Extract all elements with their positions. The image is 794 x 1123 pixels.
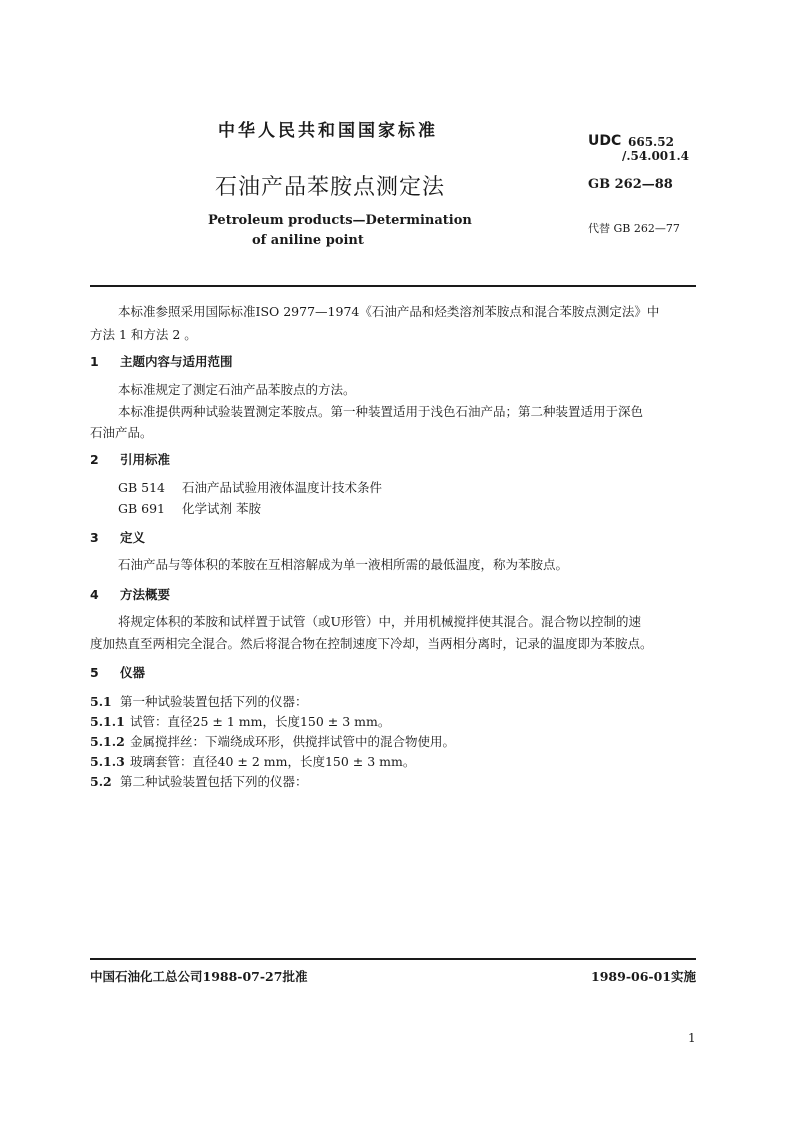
section-4-heading: [90, 583, 170, 606]
section-5-heading: [90, 661, 145, 684]
title-english-line-1: Petroleum products—Determination: [208, 213, 472, 228]
reference-code: GB 514: [118, 480, 166, 495]
approval-note: 中国石油化工总公司1988-07-27批准: [90, 969, 308, 984]
section-title: 方法概要: [120, 587, 171, 602]
section-4-line-2: 度加热直至两相完全混合。然后将混合物在控制速度下冷却，当两相分离时，记录的温度即为苯胺点。: [90, 636, 653, 651]
title-english-line-2: of aniline point: [252, 233, 364, 248]
header-divider: [90, 285, 696, 287]
reference-gb-514: [118, 476, 382, 499]
section-2-heading: [90, 448, 170, 471]
section-4-line-1: 将规定体积的苯胺和试样置于试管（或U形管）中，并用机械搅拌使其混合。混合物以控制的速: [118, 614, 642, 629]
clause-number: 5.1.1: [90, 714, 125, 729]
section-title: 引用标准: [120, 452, 171, 467]
udc-label: UDC: [588, 133, 622, 149]
title-chinese: 石油产品苯胺点测定法: [215, 175, 446, 200]
reference-title: 化学试剂 苯胺: [182, 501, 261, 516]
clause-number: 5.1.2: [90, 734, 125, 749]
clause-text: 第二种试验装置包括下列的仪器：: [120, 774, 308, 789]
section-title: 主题内容与适用范围: [120, 354, 233, 369]
section-1-heading: [90, 350, 233, 373]
section-title: 仪器: [120, 665, 146, 680]
clause-number: 5.1: [90, 694, 112, 709]
clause-number: 5.1.3: [90, 754, 125, 769]
footer-divider: [90, 958, 696, 960]
reference-gb-691: [118, 497, 261, 520]
section-1-para-1: 本标准规定了测定石油产品苯胺点的方法。: [118, 382, 356, 397]
section-title: 定义: [120, 530, 146, 545]
section-number: 5: [90, 665, 99, 680]
section-number: 3: [90, 530, 99, 545]
clause-text: 试管：直径25 ± 1 mm，长度150 ± 3 mm。: [130, 714, 391, 729]
clause-5-2: [90, 770, 308, 793]
section-1-para-2-line-2: 石油产品。: [90, 425, 153, 440]
effective-date: 1989-06-01实施: [591, 969, 696, 984]
section-3-para-1: 石油产品与等体积的苯胺在互相溶解成为单一液相所需的最低温度，称为苯胺点。: [118, 557, 569, 572]
section-number: 2: [90, 452, 99, 467]
standard-authority: 中华人民共和国国家标准: [218, 121, 438, 141]
clause-text: 金属搅拌丝：下端绕成环形，供搅拌试管中的混合物使用。: [130, 734, 456, 749]
intro-line-2: 方法 1 和方法 2 。: [90, 327, 197, 342]
section-1-para-2-line-1: 本标准提供两种试验装置测定苯胺点。第一种装置适用于浅色石油产品；第二种装置适用于深色: [118, 404, 644, 419]
gb-number: GB 262—88: [588, 177, 673, 192]
udc-line-2: /.54.001.4: [622, 149, 690, 163]
reference-code: GB 691: [118, 501, 166, 516]
udc-line-1: 665.52: [628, 135, 674, 149]
section-3-heading: [90, 526, 145, 549]
replaces-standard: 代替 GB 262—77: [588, 222, 680, 235]
section-number: 4: [90, 587, 99, 602]
page-number: 1: [688, 1031, 696, 1045]
reference-title: 石油产品试验用液体温度计技术条件: [182, 480, 383, 495]
intro-line-1: 本标准参照采用国际标准ISO 2977—1974《石油产品和烃类溶剂苯胺点和混合苯胺点测定法》中: [118, 304, 660, 319]
clause-text: 第一种试验装置包括下列的仪器：: [120, 694, 308, 709]
section-number: 1: [90, 354, 99, 369]
clause-number: 5.2: [90, 774, 112, 789]
clause-text: 玻璃套管：直径40 ± 2 mm，长度150 ± 3 mm。: [130, 754, 416, 769]
